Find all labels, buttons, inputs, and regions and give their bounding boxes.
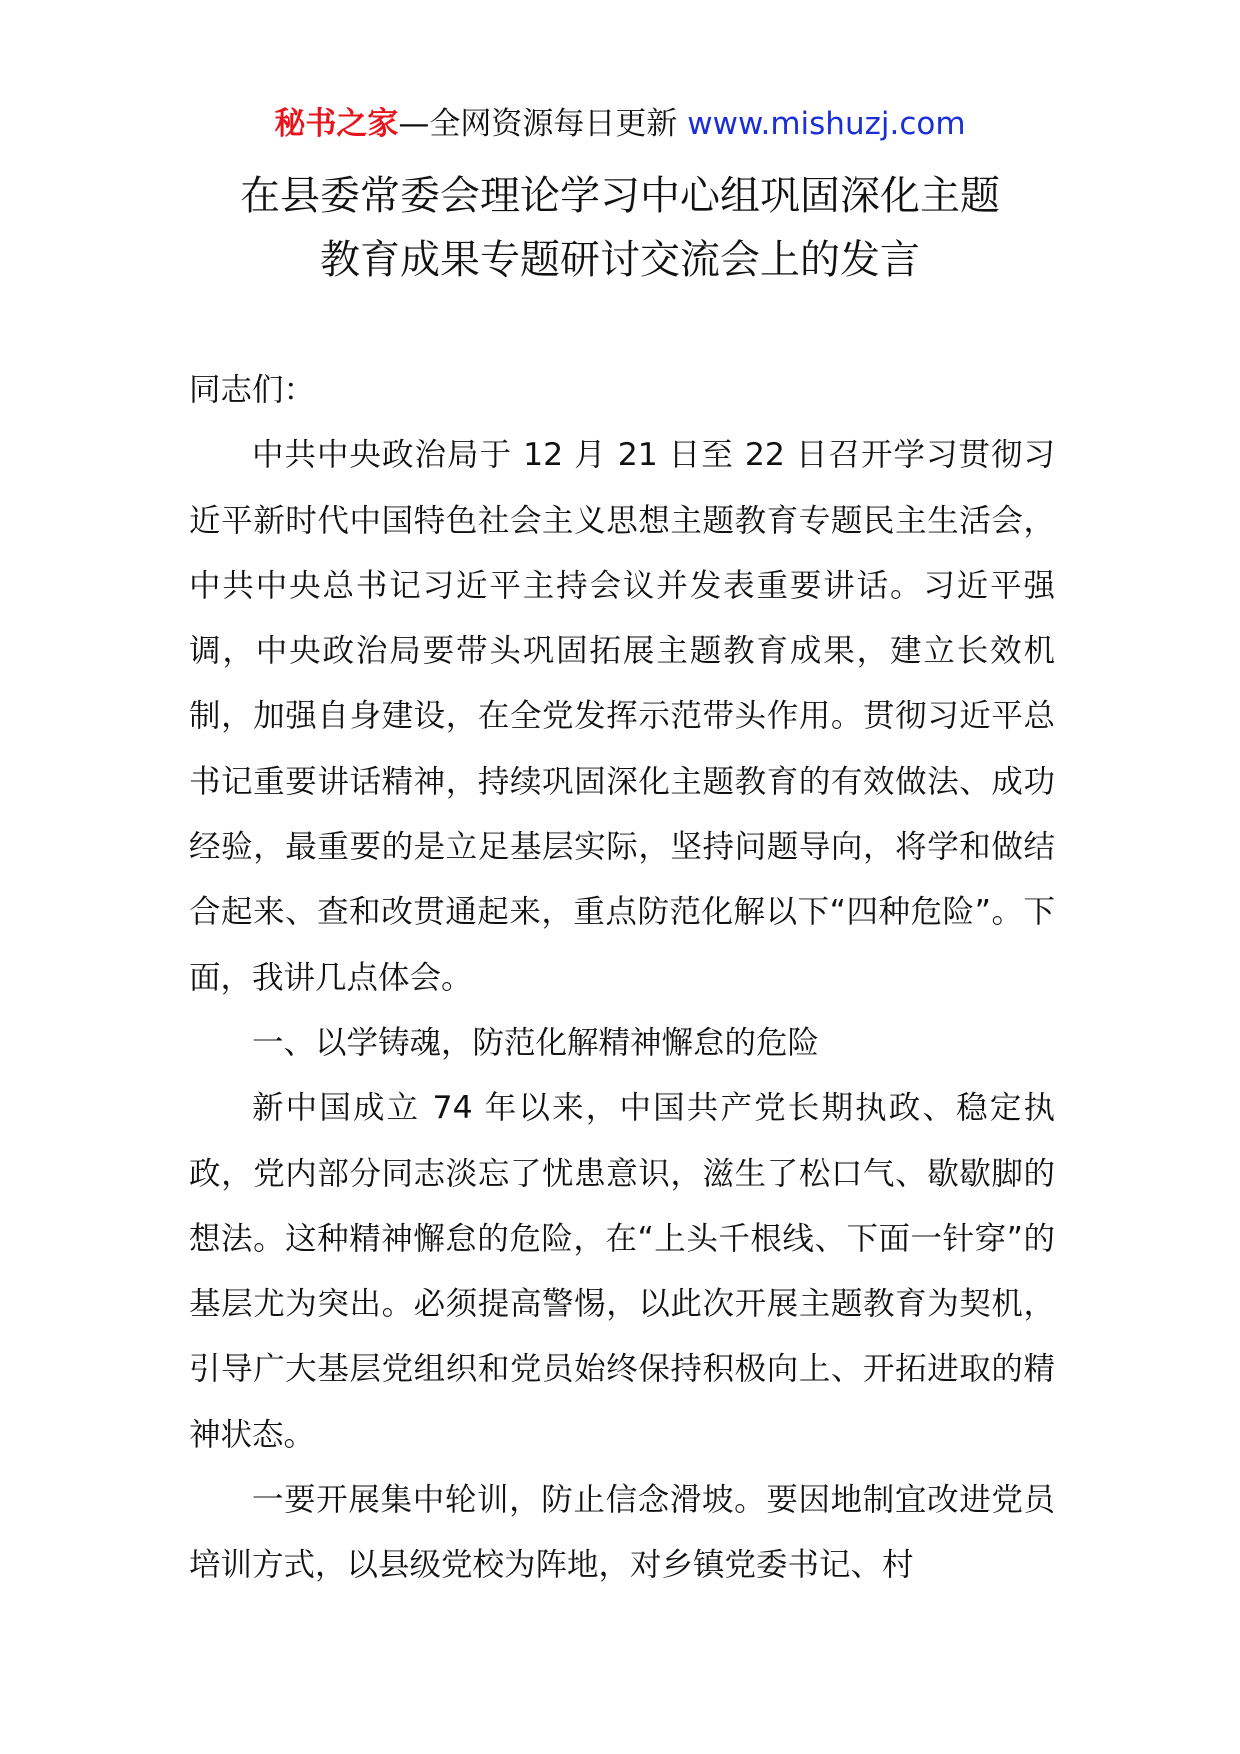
paragraph-section-1: 新中国成立 74 年以来，中国共产党长期执政、稳定执政，党内部分同志淡忘了忧患意识，滋生了松口气、歇歇脚的想法。这种精神懈怠的危险，在“上头千根线、下面一针穿”的基层尤为突出。必须提高警惕，以此次开展主题教育为契机，引导广大基层党组织和党员始终保持积极向上、开拓进取的精神状态。 — [189, 1090, 1055, 1453]
brand-name: 秘书之家 — [274, 106, 399, 142]
document-body — [189, 358, 1055, 1599]
paragraph-point-1: 一要开展集中轮训，防止信念滑坡。要因地制宜改进党员培训方式，以县级党校为阵地，对乡镇党委书记、村 — [189, 1482, 1055, 1584]
brand-slogan: —全网资源每日更新 — [398, 106, 678, 142]
source-header — [0, 102, 1240, 146]
site-link[interactable]: www.mishuzj.com — [677, 106, 966, 142]
title-line-1: 在县委常委会理论学习中心组巩固深化主题 — [240, 173, 1000, 219]
salutation: 同志们： — [189, 372, 316, 408]
paragraph-intro: 中共中央政治局于 12 月 21 日至 22 日召开学习贯彻习近平新时代中国特色社会主义思想主题教育专题民主生活会，中共中央总书记习近平主持会议并发表重要讲话。习近平强调，中央政治局要带头巩固拓展主题教育成果，建立长效机制，加强自身建设，在全党发挥示范带头作用。贯彻习近平总书记重要讲话精神，持续巩固深化主题教育的有效做法、成功经验，最重要的是立足基层实际，坚持问题导向，将学和做结合起来、查和改贯通起来，重点防范化解以下“四种危险”。下面，我讲几点体会。 — [189, 437, 1055, 996]
title-line-2: 教育成果专题研讨交流会上的发言 — [320, 237, 920, 283]
document-title — [0, 164, 1240, 292]
section-heading-1: 一、以学铸魂，防范化解精神懈怠的危险 — [252, 1024, 820, 1061]
